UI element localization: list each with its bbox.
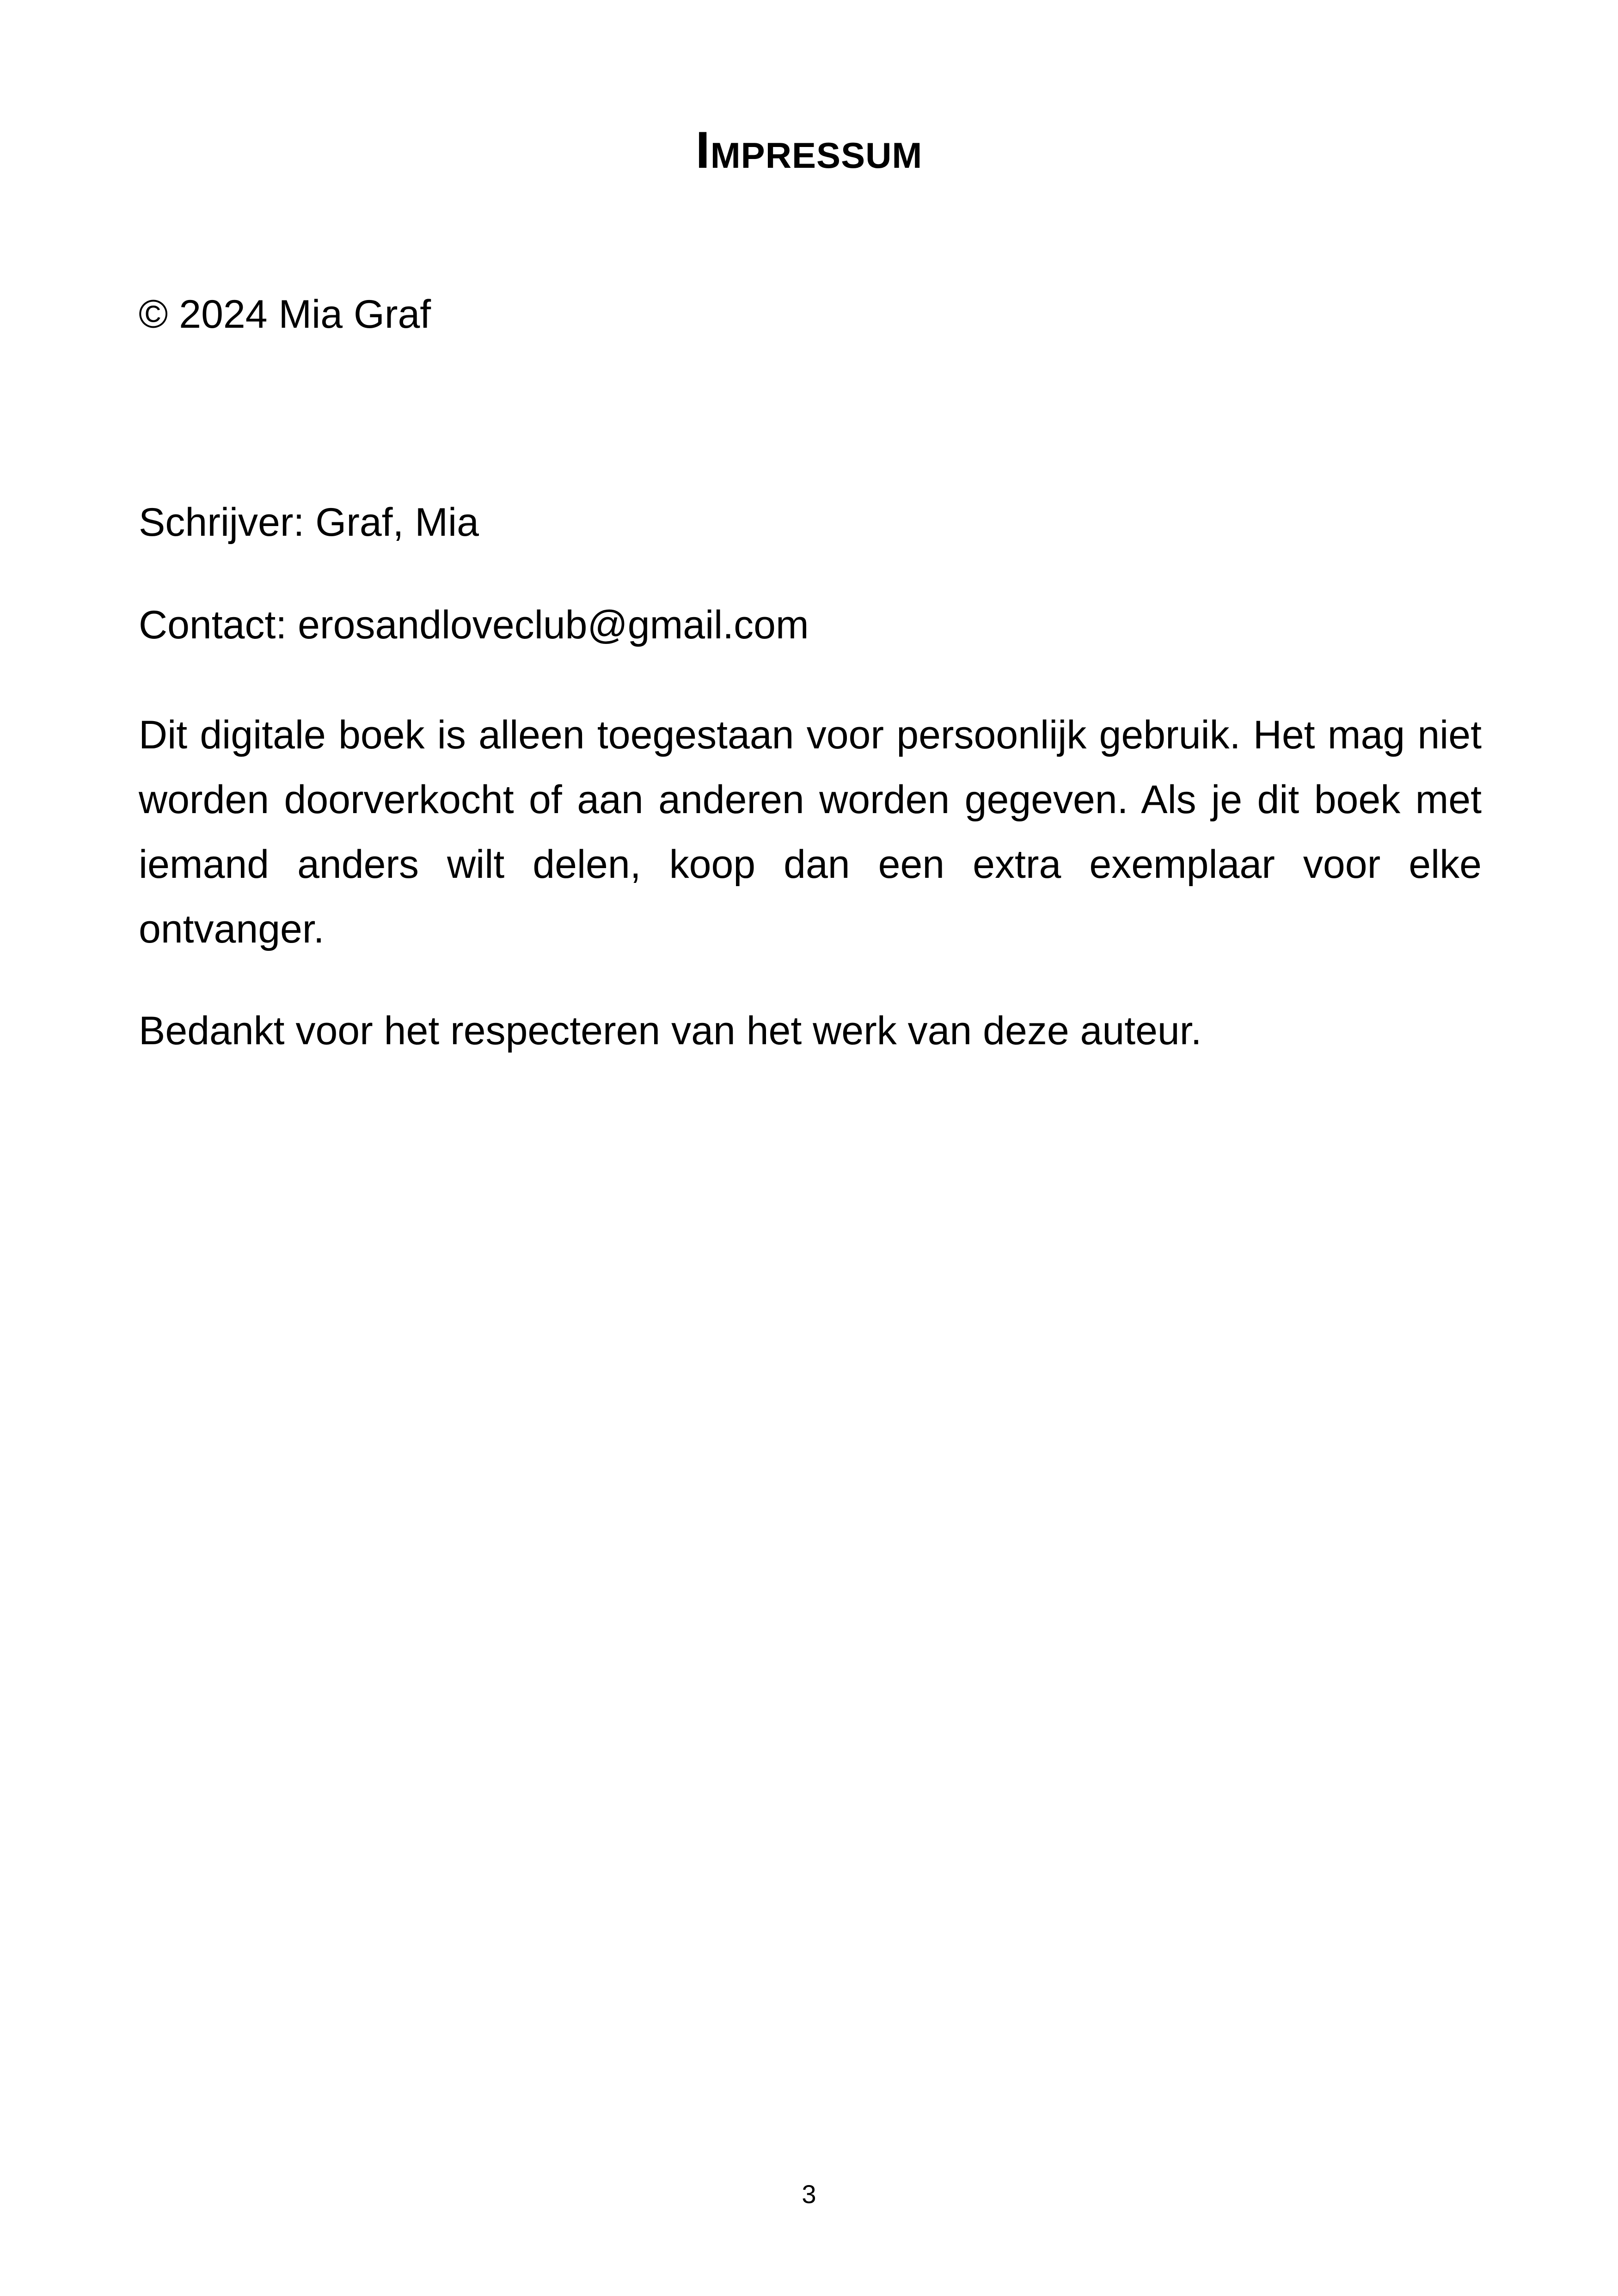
copyright-notice: © 2024 Mia Graf <box>139 292 431 337</box>
thanks-line: Bedankt voor het respecteren van het werk van deze auteur. <box>139 1009 1202 1053</box>
usage-notice-paragraph: Dit digitale boek is alleen toegestaan voor persoonlijk gebruik. Het mag niet worden doorverkocht of aan anderen worden gegeven. Als je dit boek met iemand anders wilt delen, koop dan een extra exemplaar voor elke ontvanger. <box>139 713 1482 951</box>
page-title: Impressum <box>695 121 923 179</box>
author-line: Schrijver: Graf, Mia <box>139 500 479 545</box>
contact-line: Contact: erosandloveclub@gmail.com <box>139 603 809 647</box>
page-number: 3 <box>802 2180 816 2209</box>
